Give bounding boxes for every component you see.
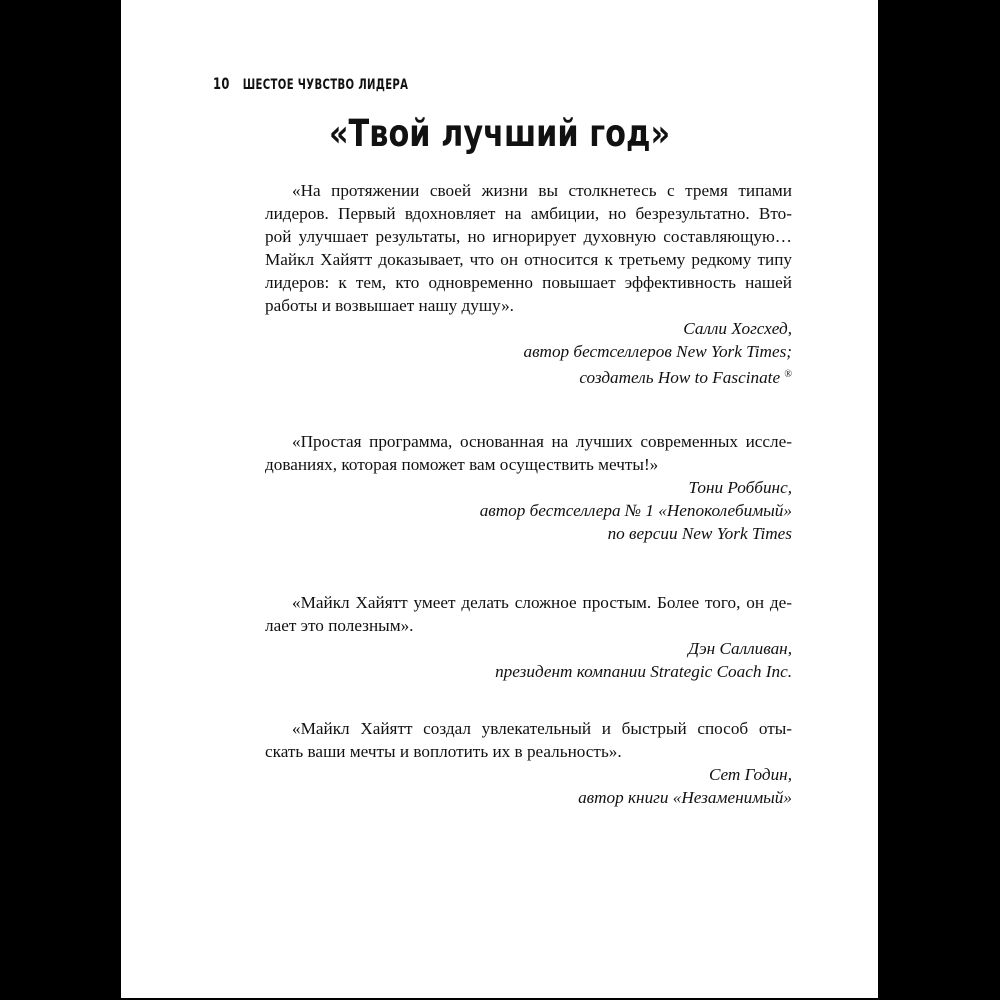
- attribution-author: Сет Годин,: [708, 765, 792, 784]
- quote-text: [265, 430, 792, 476]
- quote-block: [265, 591, 792, 683]
- quote-block: [265, 179, 792, 389]
- attribution-author: Дэн Салливан,: [688, 639, 792, 658]
- attribution-role: президент компании Strategic Coach Inc.: [495, 662, 792, 681]
- quote-block: [265, 717, 792, 809]
- attribution-role: [265, 363, 792, 389]
- page-number: 10: [213, 74, 230, 93]
- quote-line: Майкл Хайятт доказывает, что он относится к третьему редкому типу: [265, 250, 792, 269]
- attribution-role: автор книги «Незаменимый»: [578, 788, 792, 807]
- quote-block: [265, 430, 792, 545]
- quote-line: «На протяжении своей жизни вы столкнетесь с тремя типами: [292, 181, 792, 200]
- quote-line: «Майкл Хайятт умеет делать сложное простым. Более того, он де-: [292, 593, 792, 612]
- registered-mark: ®: [784, 369, 792, 380]
- attribution-role: по версии New York Times: [607, 524, 792, 543]
- quote-line: лидеров: к тем, кто одновременно повышает эффективность нашей: [265, 273, 792, 292]
- attribution-role-text: создатель How to Fascinate: [579, 368, 781, 387]
- quote-attribution: [265, 317, 792, 389]
- quote-line: лает это полезным».: [265, 616, 414, 635]
- quote-attribution: [265, 476, 792, 545]
- book-title-header: ШЕСТОЕ ЧУВСТВО ЛИДЕРА: [242, 77, 409, 93]
- quote-line: скать ваши мечты и воплотить их в реальность».: [265, 742, 622, 761]
- book-page: [121, 0, 878, 998]
- quote-line: «Простая программа, основанная на лучших современных иссле-: [292, 432, 792, 451]
- quote-line: лидеров. Первый вдохновляет на амбиции, но безрезультатно. Вто-: [265, 204, 792, 223]
- quote-attribution: [265, 637, 792, 683]
- attribution-role: автор бестселлера № 1 «Непоколебимый»: [479, 501, 792, 520]
- quote-line: «Майкл Хайятт создал увлекательный и быстрый способ оты-: [292, 719, 792, 738]
- quote-line: работы и возвышает нашу душу».: [265, 296, 514, 315]
- attribution-role: автор бестселлеров New York Times;: [523, 342, 792, 361]
- running-head: [213, 74, 408, 93]
- quote-line: дованиях, которая поможет вам осуществить мечты!»: [265, 455, 659, 474]
- page-title: «Твой лучший год»: [328, 112, 671, 155]
- attribution-author: Тони Роббинс,: [688, 478, 792, 497]
- quote-attribution: [265, 763, 792, 809]
- quote-text: [265, 717, 792, 763]
- quote-text: [265, 591, 792, 637]
- quote-text: [265, 179, 792, 317]
- quote-line: рой улучшает результаты, но игнорирует духовную составляющую…: [265, 227, 792, 246]
- attribution-author: Салли Хогсхед,: [683, 319, 792, 338]
